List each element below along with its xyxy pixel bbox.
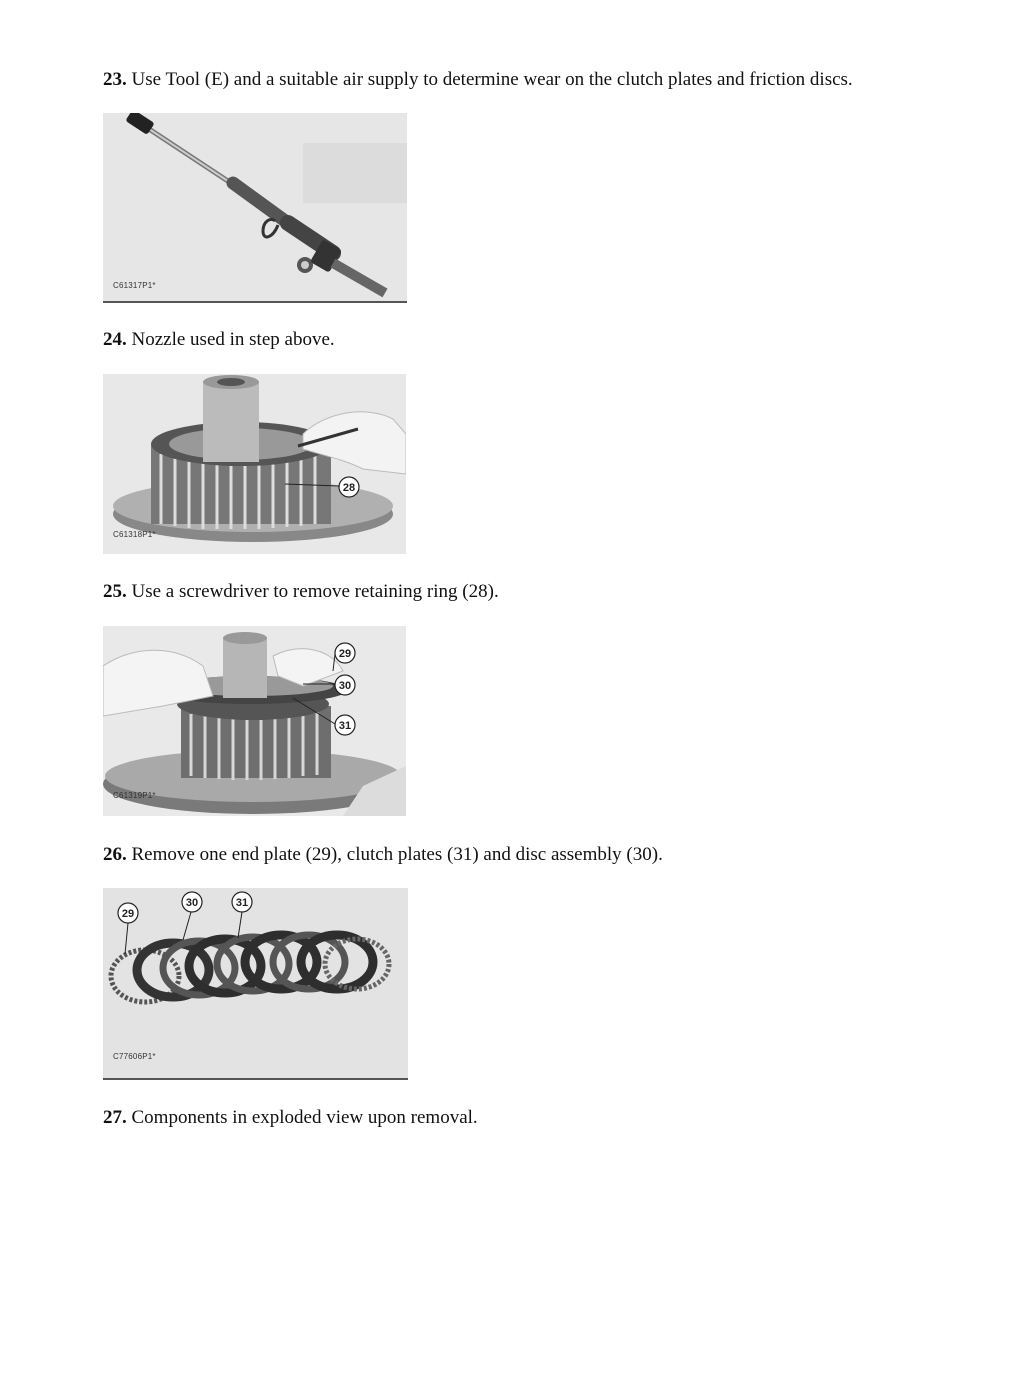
step-text: Components in exploded view upon removal. (131, 1107, 478, 1128)
callout-30-label: 30 (185, 897, 199, 909)
callout-29-label: 29 (338, 648, 352, 660)
step-number: 24. (103, 329, 127, 350)
air-nozzle-tool-illustration (103, 113, 407, 301)
step-26 (103, 843, 663, 867)
callout-layer (103, 626, 406, 816)
callout-layer (103, 374, 406, 554)
step-number: 26. (103, 844, 127, 865)
figure-retaining-ring (103, 374, 406, 554)
step-25 (103, 580, 499, 604)
figure-code: C61318P1* (113, 530, 156, 539)
step-text: Use Tool (E) and a suitable air supply to determine wear on the clutch plates and friction discs. (131, 69, 853, 90)
figure-code: C61317P1* (113, 281, 156, 290)
step-number: 25. (103, 581, 127, 602)
callout-31-label: 31 (235, 897, 249, 909)
step-text: Nozzle used in step above. (131, 329, 335, 350)
figure-air-nozzle-tool (103, 113, 407, 303)
figure-code: C61319P1* (113, 791, 156, 800)
step-number: 23. (103, 69, 127, 90)
callout-31-label: 31 (338, 720, 352, 732)
step-23 (103, 68, 853, 92)
callout-30-label: 30 (338, 680, 352, 692)
step-24 (103, 328, 335, 352)
figure-end-plate-removal (103, 626, 406, 816)
figure-code: C77606P1* (113, 1052, 156, 1061)
step-text: Use a screwdriver to remove retaining ring (28). (131, 581, 499, 602)
step-text: Remove one end plate (29), clutch plates (31) and disc assembly (30). (131, 844, 663, 865)
figure-exploded-discs (103, 888, 408, 1080)
callout-28-label: 28 (342, 482, 356, 494)
callout-29-label: 29 (121, 908, 135, 920)
step-27 (103, 1106, 478, 1130)
callout-layer (103, 888, 408, 1078)
step-number: 27. (103, 1107, 127, 1128)
